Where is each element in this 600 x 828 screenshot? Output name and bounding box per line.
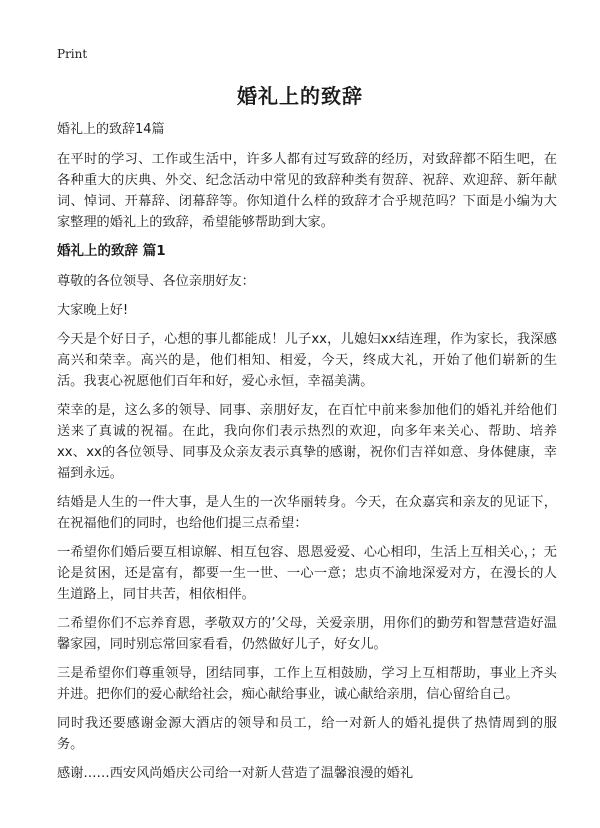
wish-paragraph-1: 一希望你们婚后要互相谅解、相互包容、恩恩爱爱、心心相印，生活上互相关心，；无论是贫困，还是富有，都要一生一世、一心一意；忠贞不渝地深爱对方，在漫长的人生道路上，同甘共苦，相依相伴。: [57, 545, 557, 602]
wish-paragraph-3: 三是希望你们尊重领导，团结同事，工作上互相鼓励，学习上互相帮助，事业上齐头并进。把你们的爱心献给社会，痴心献给事业，诚心献给亲朋，信心留给自己。: [57, 666, 557, 702]
document-title: 婚礼上的致辞: [237, 84, 363, 108]
document-subtitle: 婚礼上的致辞14篇: [57, 122, 165, 137]
print-link[interactable]: Print: [57, 47, 88, 61]
document-body: [57, 121, 557, 792]
section-heading: 婚礼上的致辞 篇1: [57, 243, 166, 259]
greeting-paragraph: 大家晚上好!: [57, 303, 129, 318]
salutation-paragraph: 尊敬的各位领导、各位亲朋好友：: [57, 274, 255, 289]
intro-paragraph: 在平时的学习、工作或生活中，许多人都有过写致辞的经历，对致辞都不陌生吧，在各种重大的庆典、外交、纪念活动中常见的致辞种类有贺辞、祝辞、欢迎辞、新年献词、悼词、开幕辞、闭幕辞等。你知道什么样的致辞才合乎规范吗？下面是小编为大家整理的婚礼上的致辞，希望能够帮助到大家。: [57, 152, 557, 230]
body-paragraph: 结婚是人生的一件大事，是人生的一次华丽转身。今天，在众嘉宾和亲友的见证下，在祝福他们的同时，也给他们提三点希望：: [57, 495, 557, 531]
thanks-paragraph: 同时我还要感谢金源大酒店的领导和员工，给一对新人的婚礼提供了热情周到的服务。: [57, 716, 557, 752]
body-paragraph: 今天是个好日子，心想的事儿都能成！儿子xx，儿媳妇xx结连理，作为家长，我深感高兴和荣幸。高兴的是，他们相知、相爱，今天，终成大礼，开始了他们崭新的生活。我衷心祝愿他们百年和好，爱心永恒，幸福美满。: [57, 332, 557, 389]
wish-paragraph-2: 二希望你们不忘养育恩，孝敬双方的’父母，关爱亲朋，用你们的勤劳和智慧营造好温馨家园，同时别忘常回家看看，仍然做好儿子，好女儿。: [57, 616, 557, 652]
body-paragraph: 荣幸的是，这么多的领导、同事、亲朋好友，在百忙中前来参加他们的婚礼并给他们送来了真诚的祝福。在此，我向你们表示热烈的欢迎，向多年来关心、帮助、培养xx、xx的各位领导、同事及众亲友表示真挚的感谢，祝你们吉祥如意、身体健康，幸福到永远。: [57, 403, 557, 481]
thanks-paragraph-2: 感谢……西安风尚婚庆公司给一对新人营造了温馨浪漫的婚礼: [57, 766, 414, 781]
